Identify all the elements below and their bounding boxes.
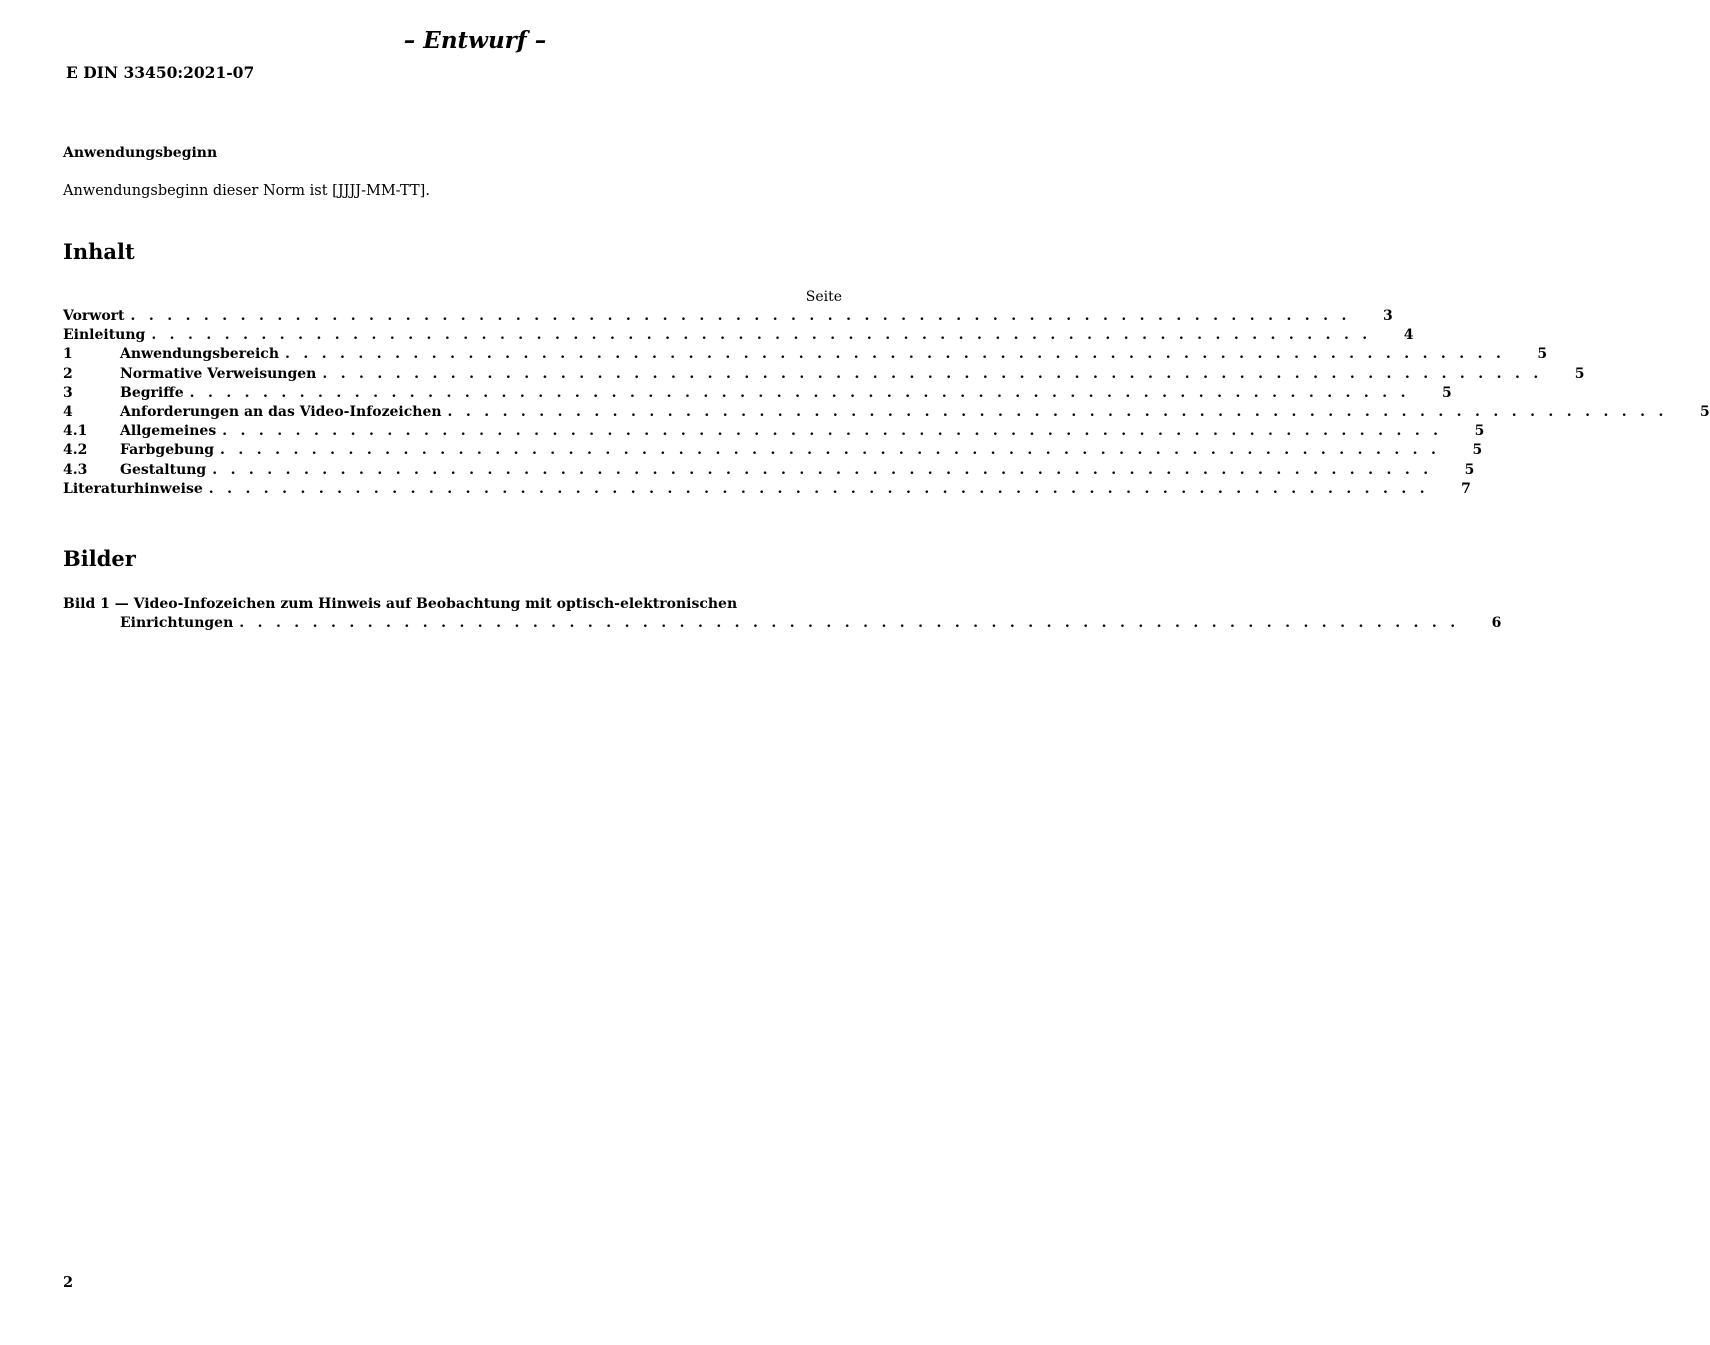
toc-entry-label: Farbgebung bbox=[120, 442, 215, 459]
toc-entry-page: 5 bbox=[1574, 365, 1585, 382]
toc-entry-label: Vorwort bbox=[63, 308, 125, 324]
draft-label: – Entwurf – bbox=[403, 27, 547, 54]
toc-entry-number: 1 bbox=[63, 346, 73, 363]
figures-heading: Bilder bbox=[63, 546, 136, 571]
toc-dot-leader: . . . . . . . . . . . . . . . . . . . . . . . . . . . . . . . . . . . . . . . . . . . . . . . . . . . . . . . . . . . . . . . . . . . bbox=[212, 461, 1433, 478]
toc-entry-page: 3 bbox=[1382, 308, 1393, 324]
toc-entry-3[interactable] bbox=[63, 384, 1452, 403]
toc-dot-leader: . . . . . . . . . . . . . . . . . . . . . . . . . . . . . . . . . . . . . . . . . . . . . . . . . . . . . . . . . . . . . . . . . . . bbox=[220, 442, 1441, 459]
toc-entry-number: 4.1 bbox=[63, 423, 88, 440]
toc-entry-number: 4 bbox=[63, 403, 73, 420]
toc-entry-literaturhinweise[interactable] bbox=[63, 480, 1471, 499]
toc-entry-einleitung[interactable] bbox=[63, 326, 1414, 345]
toc-entry-label: Begriffe bbox=[120, 384, 184, 401]
page-number: 2 bbox=[63, 1274, 74, 1291]
toc-entry-2[interactable] bbox=[63, 365, 1585, 384]
toc-entry-page: 5 bbox=[1537, 346, 1548, 363]
application-start-text: Anwendungsbeginn dieser Norm ist [JJJJ-MM-TT]. bbox=[63, 183, 430, 199]
toc-entry-1[interactable] bbox=[63, 345, 1548, 364]
figure-entry-continuation bbox=[63, 614, 1502, 633]
toc-entry-number: 4.3 bbox=[63, 461, 88, 478]
figure-entry-page: 6 bbox=[1491, 615, 1502, 632]
toc-entry-number: 2 bbox=[63, 365, 73, 382]
toc-entry-page: 4 bbox=[1403, 327, 1414, 344]
toc-entry-4-3[interactable] bbox=[63, 461, 1475, 480]
toc-entry-page: 5 bbox=[1442, 384, 1452, 401]
toc-entry-label: Einleitung bbox=[63, 327, 146, 344]
toc-entry-label: Gestaltung bbox=[120, 461, 207, 478]
toc-entry-4-2[interactable] bbox=[63, 441, 1483, 460]
document-id: E DIN 33450:2021-07 bbox=[66, 63, 255, 82]
toc-entry-4-1[interactable] bbox=[63, 422, 1485, 441]
toc-entry-label: Anforderungen an das Video-Infozeichen bbox=[120, 403, 442, 420]
toc-dot-leader: . . . . . . . . . . . . . . . . . . . . . . . . . . . . . . . . . . . . . . . . . . . . . . . . . . . . . . . . . . . . . . . . . . . bbox=[222, 423, 1443, 440]
toc-dot-leader: . . . . . . . . . . . . . . . . . . . . . . . . . . . . . . . . . . . . . . . . . . . . . . . . . . . . . . . . . . . . . . . . . . . bbox=[151, 327, 1372, 344]
toc-entry-label: Anwendungsbereich bbox=[120, 346, 279, 363]
toc-entry-label: Literaturhinweise bbox=[63, 480, 203, 497]
toc-dot-leader: . . . . . . . . . . . . . . . . . . . . . . . . . . . . . . . . . . . . . . . . . . . . . . . . . . . . . . . . . . . . . . . . . . . bbox=[189, 384, 1410, 401]
toc-dot-leader: . . . . . . . . . . . . . . . . . . . . . . . . . . . . . . . . . . . . . . . . . . . . . . . . . . . . . . . . . . . . . . . . . . . bbox=[208, 480, 1429, 497]
page-column-label: Seite bbox=[805, 289, 842, 305]
toc-entry-page: 5 bbox=[1474, 423, 1485, 440]
toc-heading: Inhalt bbox=[63, 239, 135, 264]
toc-entry-number: 4.2 bbox=[63, 442, 88, 459]
toc-dot-leader: . . . . . . . . . . . . . . . . . . . . . . . . . . . . . . . . . . . . . . . . . . . . . . . . . . . . . . . . . . . . . . . . . . . bbox=[447, 403, 1668, 420]
toc-entry-page: 5 bbox=[1472, 442, 1483, 459]
toc-dot-leader: . . . . . . . . . . . . . . . . . . . . . . . . . . . . . . . . . . . . . . . . . . . . . . . . . . . . . . . . . . . . . . . . . . . bbox=[130, 308, 1351, 324]
toc-entry-number: 3 bbox=[63, 384, 73, 401]
toc-entry-4[interactable] bbox=[63, 403, 1710, 422]
toc-list bbox=[63, 307, 1710, 499]
toc-entry-page: 7 bbox=[1461, 480, 1471, 497]
toc-entry-page: 5 bbox=[1464, 461, 1475, 478]
toc-dot-leader: . . . . . . . . . . . . . . . . . . . . . . . . . . . . . . . . . . . . . . . . . . . . . . . . . . . . . . . . . . . . . . . . . . . bbox=[239, 615, 1460, 632]
figure-entry-bild-1[interactable] bbox=[63, 595, 1502, 633]
toc-entry-page: 5 bbox=[1699, 403, 1710, 420]
figure-entry-title-continued: Einrichtungen bbox=[120, 615, 234, 632]
toc-entry-vorwort[interactable] bbox=[63, 307, 1393, 326]
figure-entry-title: Bild 1 — Video-Infozeichen zum Hinweis auf Beobachtung mit optisch-elektronischen bbox=[63, 596, 738, 612]
toc-dot-leader: . . . . . . . . . . . . . . . . . . . . . . . . . . . . . . . . . . . . . . . . . . . . . . . . . . . . . . . . . . . . . . . . . . . bbox=[322, 365, 1543, 382]
toc-entry-label: Allgemeines bbox=[120, 423, 217, 440]
application-start-heading: Anwendungsbeginn bbox=[63, 145, 218, 161]
toc-dot-leader: . . . . . . . . . . . . . . . . . . . . . . . . . . . . . . . . . . . . . . . . . . . . . . . . . . . . . . . . . . . . . . . . . . . bbox=[285, 346, 1506, 363]
toc-entry-label: Normative Verweisungen bbox=[120, 365, 317, 382]
